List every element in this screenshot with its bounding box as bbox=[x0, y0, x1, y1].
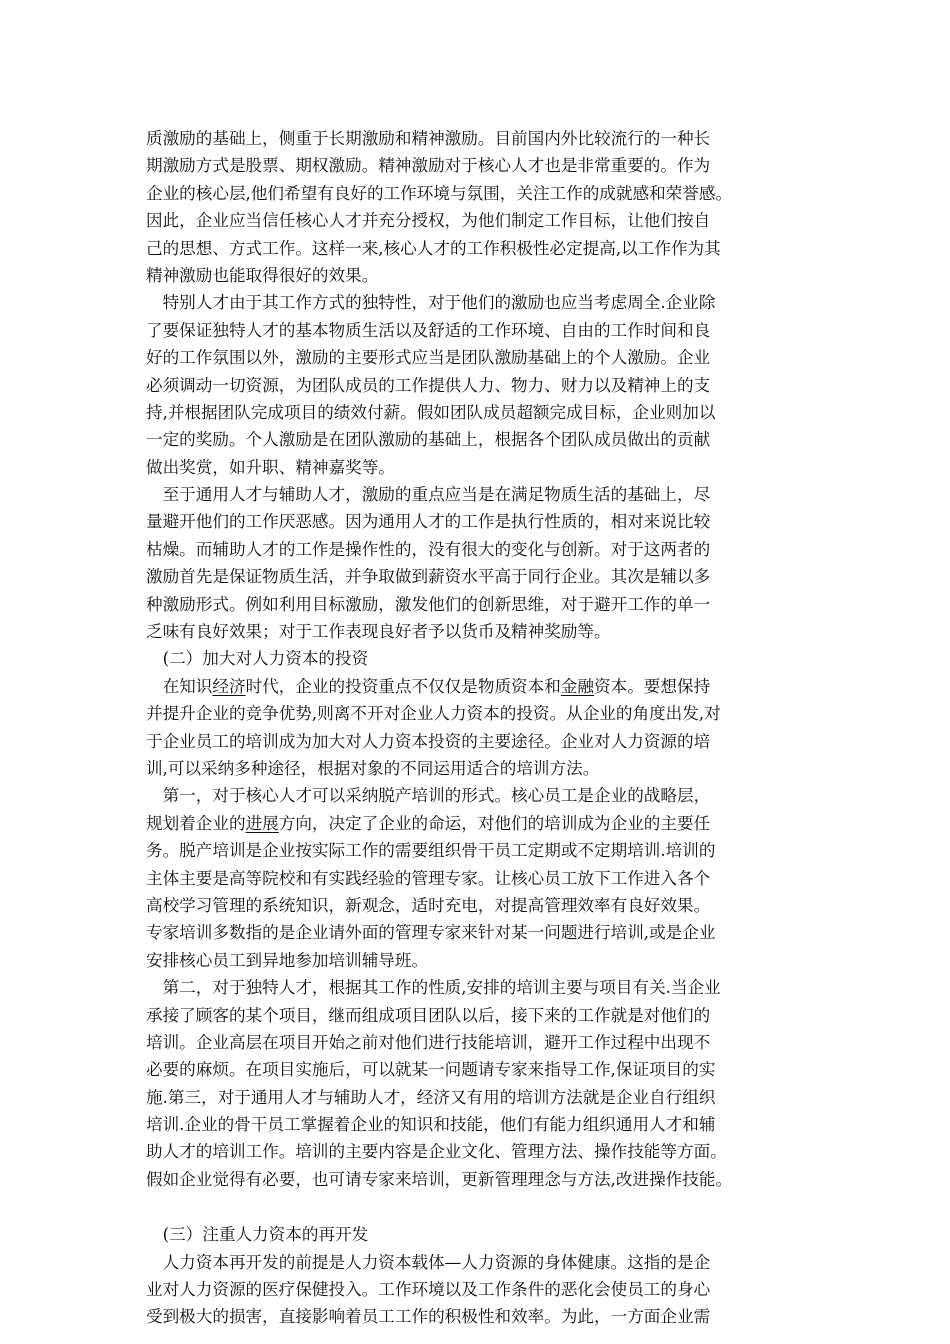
text-line: 并提升企业的竞争优势,则离不开对企业人力资本的投资。从企业的角度出发,对 bbox=[146, 704, 721, 724]
text-fragment: 方向，决定了企业的命运，对他们的培训成为企业的主要任 bbox=[278, 813, 711, 833]
text-line: 量避开他们的工作厌恶感。因为通用人才的工作是执行性质的，相对来说比较 bbox=[146, 512, 711, 532]
text-line: 主体主要是高等院校和有实践经验的管理专家。让核心员工放下工作进入各个 bbox=[146, 868, 711, 888]
text-block-incentives bbox=[146, 125, 822, 673]
text-line: 假如企业觉得有必要，也可请专家来培训，更新管理理念与方法,改进操作技能。 bbox=[146, 1169, 733, 1189]
text-line: 了要保证独特人才的基本物质生活以及舒适的工作环境、自由的工作时间和良 bbox=[146, 320, 711, 340]
text-line: 施.第三，对于通用人才与辅助人才，经济又有用的培训方法就是企业自行组织 bbox=[146, 1087, 716, 1107]
text-line: 第一，对于核心人才可以采纳脱产培训的形式。核心员工是企业的战略层， bbox=[146, 786, 711, 806]
text-fragment: 时代，企业的投资重点不仅仅是物质资本和 bbox=[245, 676, 561, 696]
text-line: 训,可以采纳多种途径，根据对象的不同运用适合的培训方法。 bbox=[146, 758, 600, 778]
text-line: 特别人才由于其工作方式的独特性，对于他们的激励也应当考虑周全.企业除 bbox=[146, 293, 716, 313]
text-line: 精神激励也能取得很好的效果。 bbox=[146, 265, 379, 285]
text-line: 企业的核心层,他们希望有良好的工作环境与氛围，关注工作的成就感和荣誉感。 bbox=[146, 183, 733, 203]
text-line: 人力资本再开发的前提是人力资本载体—人力资源的身体健康。这指的是企 bbox=[146, 1252, 711, 1272]
text-block-training bbox=[146, 837, 822, 1193]
link-economy[interactable]: 经济 bbox=[212, 676, 246, 696]
text-line: 质激励的基础上，侧重于长期激励和精神激励。目前国内外比较流行的一种长 bbox=[146, 129, 711, 148]
text-line: 安排核心员工到异地参加培训辅导班。 bbox=[146, 950, 429, 970]
text-line: 做出奖赏，如升职、精神嘉奖等。 bbox=[146, 457, 395, 477]
text-line: 必须调动一切资源，为团队成员的工作提供人力、物力、财力以及精神上的支 bbox=[146, 375, 711, 395]
text-line: 培训。企业高层在项目开始之前对他们进行技能培训，避开工作过程中出现不 bbox=[146, 1032, 711, 1052]
text-fragment: 在知识 bbox=[146, 676, 213, 696]
text-line: 专家培训多数指的是企业请外面的管理专家来针对某一问题进行培训,或是企业 bbox=[146, 923, 716, 943]
text-fragment: 规划着企业的 bbox=[146, 813, 246, 833]
text-line: 务。脱产培训是企业按实际工作的需要组织骨干员工定期或不定期培训.培训的 bbox=[146, 841, 716, 861]
text-block-redevelopment bbox=[146, 1221, 822, 1331]
text-line: 好的工作氛围以外，激励的主要形式应当是团队激励基础上的个人激励。企业 bbox=[146, 348, 711, 368]
paragraph-gap bbox=[146, 1193, 822, 1221]
text-line: 业对人力资源的医疗保健投入。工作环境以及工作条件的恶化会使员工的身心 bbox=[146, 1280, 711, 1300]
text-line: 受到极大的损害，直接影响着员工工作的积极性和效率。为此，一方面企业需 bbox=[146, 1307, 711, 1327]
text-line: 因此，企业应当信任核心人才并充分授权，为他们制定工作目标，让他们按自 bbox=[146, 211, 711, 231]
text-line: 第二，对于独特人才，根据其工作的性质,安排的培训主要与项目有关.当企业 bbox=[146, 978, 721, 998]
text-fragment: 资本。要想保持 bbox=[594, 676, 711, 696]
text-line: 期激励方式是股票、期权激励。精神激励对于核心人才也是非常重要的。作为 bbox=[146, 156, 711, 176]
text-line-development bbox=[146, 810, 822, 837]
document-body bbox=[146, 125, 822, 1331]
text-line: (二）加大对人力资本的投资 bbox=[146, 649, 369, 669]
text-line: 培训.企业的骨干员工掌握着企业的知识和技能，他们有能力组织通用人才和辅 bbox=[146, 1115, 716, 1135]
text-line: 助人才的培训工作。培训的主要内容是企业文化、管理方法、操作技能等方面。 bbox=[146, 1142, 727, 1162]
text-line: 激励首先是保证物质生活，并争取做到薪资水平高于同行企业。其次是辅以多 bbox=[146, 567, 711, 587]
text-block-investment bbox=[146, 700, 822, 810]
text-line: 高校学习管理的系统知识，新观念，适时充电，对提高管理效率有良好效果。 bbox=[146, 895, 711, 915]
text-line-investment-intro bbox=[146, 673, 822, 700]
link-finance[interactable]: 金融 bbox=[560, 676, 595, 696]
text-line: 枯燥。而辅助人才的工作是操作性的，没有很大的变化与创新。对于这两者的 bbox=[146, 539, 711, 559]
text-line: (三）注重人力资本的再开发 bbox=[146, 1225, 369, 1245]
text-line: 持,并根据团队完成项目的绩效付薪。假如团队成员超额完成目标，企业则加以 bbox=[146, 402, 716, 422]
text-line: 于企业员工的培训成为加大对人力资本投资的主要途径。企业对人力资源的培 bbox=[146, 731, 711, 751]
text-line: 承接了顾客的某个项目，继而组成项目团队以后，接下来的工作就是对他们的 bbox=[146, 1005, 711, 1025]
text-line: 一定的奖励。个人激励是在团队激励的基础上，根据各个团队成员做出的贡献 bbox=[146, 430, 711, 450]
text-line: 至于通用人才与辅助人才，激励的重点应当是在满足物质生活的基础上，尽 bbox=[146, 485, 711, 505]
text-line: 必要的麻烦。在项目实施后，可以就某一问题请专家来指导工作,保证项目的实 bbox=[146, 1060, 716, 1080]
link-development[interactable]: 进展 bbox=[245, 813, 279, 833]
text-line: 种激励形式。例如利用目标激励，激发他们的创新思维，对于避开工作的单一 bbox=[146, 594, 711, 614]
text-line: 己的思想、方式工作。这样一来,核心人才的工作积极性必定提高,以工作作为其 bbox=[146, 238, 721, 258]
text-line: 乏味有良好效果；对于工作表现良好者予以货币及精神奖励等。 bbox=[146, 622, 611, 642]
